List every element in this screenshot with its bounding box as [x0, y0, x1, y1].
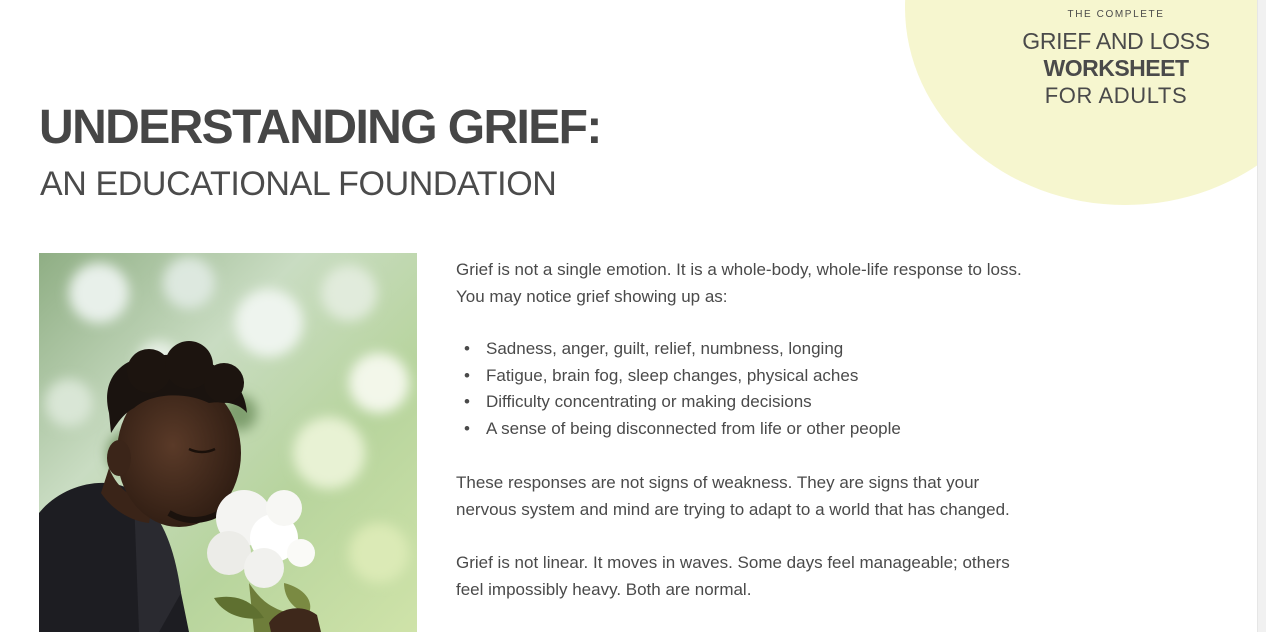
- waves-line-2: feel impossibly heavy. Both are normal.: [456, 579, 752, 599]
- worksheet-badge: [1000, 9, 1232, 109]
- page-title: UNDERSTANDING GRIEF:: [39, 101, 601, 154]
- grieving-man-photo: [39, 253, 417, 632]
- list-item: [464, 336, 1136, 363]
- responses-line-2: nervous system and mind are trying to adapt to a world that has changed.: [456, 499, 1010, 519]
- grief-symptom-list: [456, 336, 1136, 442]
- waves-line-1: Grief is not linear. It moves in waves. Some days feel manageable; others: [456, 553, 1010, 572]
- bullet-icon: •: [464, 365, 470, 385]
- scrollbar-track[interactable]: [1257, 0, 1266, 632]
- list-item-text: Sadness, anger, guilt, relief, numbness, longing: [486, 339, 844, 358]
- bullet-icon: •: [464, 392, 470, 411]
- intro-line-1: Grief is not a single emotion. It is a whole-body, whole-life response to loss.: [456, 260, 1022, 279]
- badge-line-1: GRIEF AND LOSS: [1022, 28, 1210, 54]
- intro-paragraph: [456, 257, 1136, 310]
- list-item: [464, 416, 1136, 443]
- list-item-text: Fatigue, brain fog, sleep changes, physical aches: [486, 365, 859, 385]
- page-subtitle: AN EDUCATIONAL FOUNDATION: [40, 165, 557, 203]
- badge-line-2: WORKSHEET: [1043, 55, 1189, 81]
- badge-kicker: THE COMPLETE: [1067, 9, 1165, 20]
- bullet-icon: •: [464, 339, 470, 358]
- content-body: [456, 257, 1136, 603]
- badge-line-3: FOR ADULTS: [1044, 83, 1188, 108]
- responses-paragraph: [456, 470, 1136, 523]
- list-item: [464, 363, 1136, 390]
- list-item-text: Difficulty concentrating or making decisions: [486, 392, 812, 411]
- photo-illustration: [39, 253, 417, 632]
- bullet-icon: •: [464, 418, 470, 438]
- responses-line-1: These responses are not signs of weakness. They are signs that your: [456, 473, 980, 492]
- waves-paragraph: [456, 550, 1136, 603]
- intro-line-2: You may notice grief showing up as:: [456, 286, 728, 306]
- list-item-text: A sense of being disconnected from life or other people: [486, 418, 901, 438]
- list-item: [464, 389, 1136, 416]
